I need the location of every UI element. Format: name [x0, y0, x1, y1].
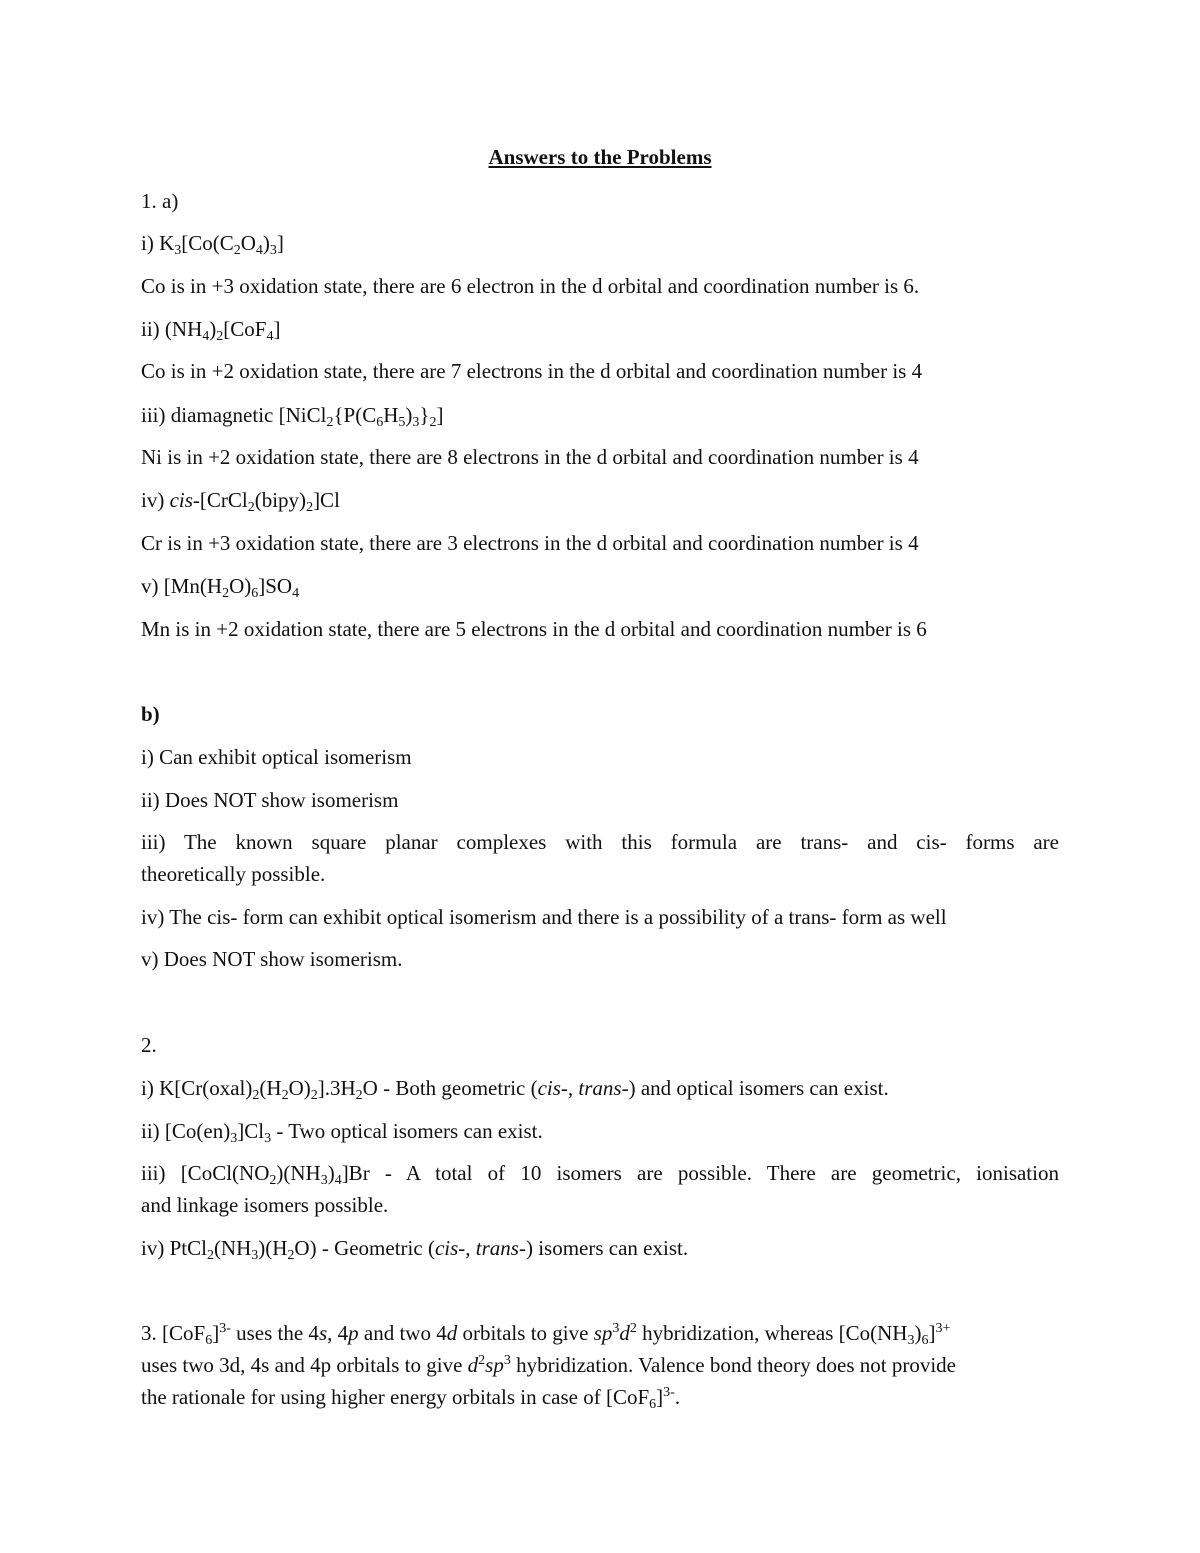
- q2-answer-4: iv) $PtCl_2(NH_3)(H_2O)$ - Geometric (cis-, trans-) isomers can exist.: [141, 1236, 689, 1263]
- q2-label: 2.: [141, 1033, 157, 1057]
- q1a-answer-4: Cr is in +3 oxidation state, there are 3 electrons in the d orbital and coordination number is 4: [141, 531, 919, 555]
- q1a-formula-2: ii) $(NH_4)_2[CoF_4]$: [141, 317, 281, 344]
- q2-answer-3: iii) $[CoCl(NO_2)(NH_3)_4]Br$ - A total of 10 isomers are possible. There are geometric, ionisation: [141, 1161, 1059, 1188]
- q1a-answer-1: Co is in +3 oxidation state, there are 6 electron in the d orbital and coordination number is 6.: [141, 274, 920, 298]
- page-title: Answers to the Problems: [488, 145, 712, 169]
- q1a-answer-5: Mn is in +2 oxidation state, there are 5 electrons in the d orbital and coordination number is 6: [141, 617, 927, 641]
- q3-line-2: uses two 3d, 4s and 4p orbitals to give $d^2sp^3$ hybridization. Valence bond theory does not provide: [141, 1353, 957, 1377]
- q1b-answer-5: v) Does NOT show isomerism.: [141, 947, 403, 971]
- q2-answer-1: i) $K[Cr(oxal)_2(H_2O)_2].3H_2O$ - Both geometric (cis-, trans-) and optical isomers can exist.: [141, 1076, 889, 1103]
- q1b-answer-2: ii) Does NOT show isomerism: [141, 788, 399, 812]
- q1a-formula-3: iii) diamagnetic $[NiCl_2\{P(C_6H_5)_3\}_2]$: [141, 403, 444, 430]
- q1b-answer-3: iii) The known square planar complexes with this formula are trans- and cis- forms are: [141, 830, 1059, 854]
- q1b-answer-1: i) Can exhibit optical isomerism: [141, 745, 412, 769]
- q1a-answer-3: Ni is in +2 oxidation state, there are 8 electrons in the d orbital and coordination number is 4: [141, 445, 919, 469]
- q3-line-3: the rationale for using higher energy orbitals in case of $[CoF_6]^{3-}$.: [141, 1385, 681, 1412]
- q1a-formula-5: v) $[Mn(H_2O)_6]SO_4$: [141, 574, 300, 601]
- q1a-formula-1: i) $K_3[Co(C_2O_4)_3]$: [141, 231, 284, 258]
- q1b-label: b): [141, 702, 160, 726]
- q1a-formula-4: iv) cis-$[CrCl_2(bipy)_2]Cl$: [141, 488, 340, 515]
- q2-answer-2: ii) $[Co(en)_3]Cl_3$ - Two optical isomers can exist.: [141, 1119, 543, 1146]
- q1b-answer-3-cont: theoretically possible.: [141, 862, 326, 886]
- q1b-answer-4: iv) The cis- form can exhibit optical isomerism and there is a possibility of a trans- form as well: [141, 905, 947, 929]
- q1-label: 1. a): [141, 189, 179, 213]
- q3-line-1: 3. $[CoF_6]^{3-}$ uses the 4s, 4p and two 4d orbitals to give $sp^3d^2$ hybridization, whereas $[Co(NH_3)_6]^{3+}$: [141, 1321, 951, 1348]
- q2-answer-3-cont: and linkage isomers possible.: [141, 1193, 389, 1217]
- q1a-answer-2: Co is in +2 oxidation state, there are 7 electrons in the d orbital and coordination number is 4: [141, 359, 923, 383]
